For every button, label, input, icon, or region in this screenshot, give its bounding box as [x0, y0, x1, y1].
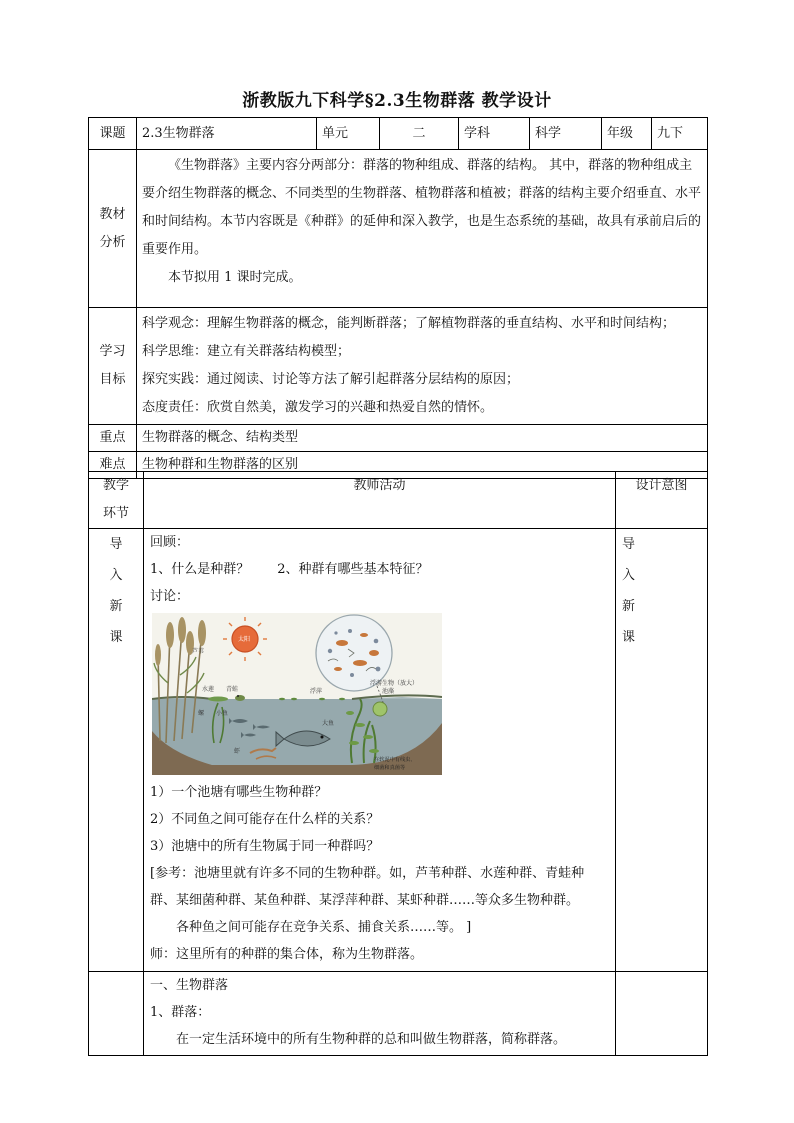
- subject-label: 学科: [459, 118, 530, 150]
- intent-header: 设计意图: [616, 472, 708, 529]
- objectives-label: [89, 308, 137, 425]
- intent-intro-cell: [616, 529, 708, 972]
- section-heading: 一、生物群落: [150, 978, 229, 993]
- review-questions: [150, 556, 609, 583]
- reference-paragraph-2: 各种鱼之间可能存在竞争关系、捕食关系……等。 ]: [176, 920, 472, 935]
- reed-label: 芦苇: [192, 648, 205, 655]
- activity-header: 教师活动: [144, 472, 616, 529]
- document-title: 浙教版九下科学§2.3生物群落 教学设计: [242, 91, 552, 111]
- community-definition: 在一定生活环境中的所有生物种群的总和叫做生物群落，简称群落。: [176, 1032, 567, 1047]
- stage-char: 导: [109, 537, 123, 552]
- difficulty-label: 难点: [89, 452, 137, 479]
- frog-label: 青蛙: [226, 686, 239, 693]
- objectives-content: [137, 308, 708, 425]
- discuss-label: 讨论：: [150, 589, 190, 604]
- objective-item: 科学观念：理解生物群落的概念，能判断群落；了解植物群落的垂直结构、水平和时间结构；: [142, 316, 676, 331]
- analysis-paragraph-1: 《生物群落》主要内容分两部分：群落的物种组成、群落的结构。 其中，群落的物种组成主要介绍生物群落的概念、不同类型的生物群落、植物群落和植被；群落的结构主要介绍垂直、水平和时间结构。本节内容既是《种群》的延伸和深入教学，也是生态系统的基础，故具有承前启后的重要作用。: [142, 158, 702, 257]
- algae-label: 池藻: [382, 688, 395, 695]
- stage-intro-cell: [89, 529, 144, 972]
- intent-char: 新: [622, 599, 636, 614]
- objective-item: 探究实践：通过阅读、讨论等方法了解引起群落分层结构的原因；: [142, 372, 520, 387]
- review-label: 回顾：: [150, 535, 190, 550]
- subject-value: 科学: [530, 118, 602, 150]
- mud-label-1: 在软泥中有线虫、: [374, 757, 416, 763]
- mud-label-2: 细菌和真菌等: [374, 765, 406, 771]
- info-table: [88, 117, 708, 479]
- activity-body-cell: [144, 972, 616, 1056]
- pond-ecosystem-illustration: [152, 613, 442, 775]
- stage-char: 课: [109, 630, 123, 645]
- key-point-value: 生物群落的概念、结构类型: [137, 425, 708, 452]
- analysis-label-1: 教材: [99, 206, 126, 222]
- stage-header-1: 教学: [102, 478, 129, 493]
- lotus-label: 水莲: [202, 686, 215, 693]
- intent-char: 导: [622, 537, 636, 552]
- activity-intro-cell: [144, 529, 616, 972]
- teacher-summary: 师：这里所有的种群的集合体，称为生物群落。: [150, 947, 424, 962]
- intent-char: 入: [622, 568, 636, 583]
- big-fish-label: 大鱼: [322, 720, 335, 727]
- process-table: [88, 471, 708, 1056]
- key-point-label: 重点: [89, 425, 137, 452]
- plankton-label: 浮游生物（放大）: [370, 680, 419, 687]
- intent-body-cell: [616, 972, 708, 1056]
- stage-header: [89, 472, 144, 529]
- duckweed-label: 浮萍: [310, 688, 323, 695]
- stage-header-2: 环节: [102, 506, 129, 521]
- stage-char: 新: [109, 599, 123, 614]
- discussion-question: 2）不同鱼之间可能存在什么样的关系？: [150, 812, 380, 827]
- analysis-label: [89, 150, 137, 308]
- unit-label: 单元: [317, 118, 380, 150]
- shrimp-label: 虾: [234, 748, 241, 755]
- objective-item: 科学思维：建立有关群落结构模型；: [142, 344, 351, 359]
- snail-label: 螺: [198, 710, 205, 717]
- review-q2: 2、种群有哪些基本特征？: [277, 562, 429, 577]
- small-fish-label: 小鱼: [216, 710, 229, 717]
- objectives-label-2: 目标: [99, 372, 126, 387]
- grade-value: 九下: [652, 118, 708, 150]
- unit-value: 二: [380, 118, 459, 150]
- review-q1: 1、什么是种群？: [150, 562, 250, 577]
- intent-char: 课: [622, 630, 636, 645]
- stage-char: 入: [109, 568, 123, 583]
- discussion-question: 1）一个池塘有哪些生物种群？: [150, 785, 328, 800]
- objectives-label-1: 学习: [99, 344, 126, 359]
- topic-value: 2.3生物群落: [137, 118, 317, 150]
- analysis-content: [137, 150, 708, 308]
- grade-label: 年级: [602, 118, 652, 150]
- difficulty-value: 生物种群和生物群落的区别: [137, 452, 708, 479]
- sun-label: 太阳: [238, 636, 251, 643]
- analysis-paragraph-2: 本节拟用 1 课时完成。: [168, 270, 302, 285]
- topic-label: 课题: [89, 118, 137, 150]
- reference-paragraph-1: [参考：池塘里就有许多不同的生物种群。如，芦苇种群、水莲种群、青蛙种群、某细菌种群、某鱼种群、某浮萍种群、某虾种群……等众多生物种群。: [150, 866, 585, 908]
- stage-body-cell: [89, 972, 144, 1056]
- analysis-label-2: 分析: [99, 234, 126, 250]
- sub-heading: 1、群落：: [150, 1005, 211, 1020]
- objective-item: 态度责任：欣赏自然美，激发学习的兴趣和热爱自然的情怀。: [142, 400, 494, 415]
- discussion-question: 3）池塘中的所有生物属于同一种群吗？: [150, 839, 380, 854]
